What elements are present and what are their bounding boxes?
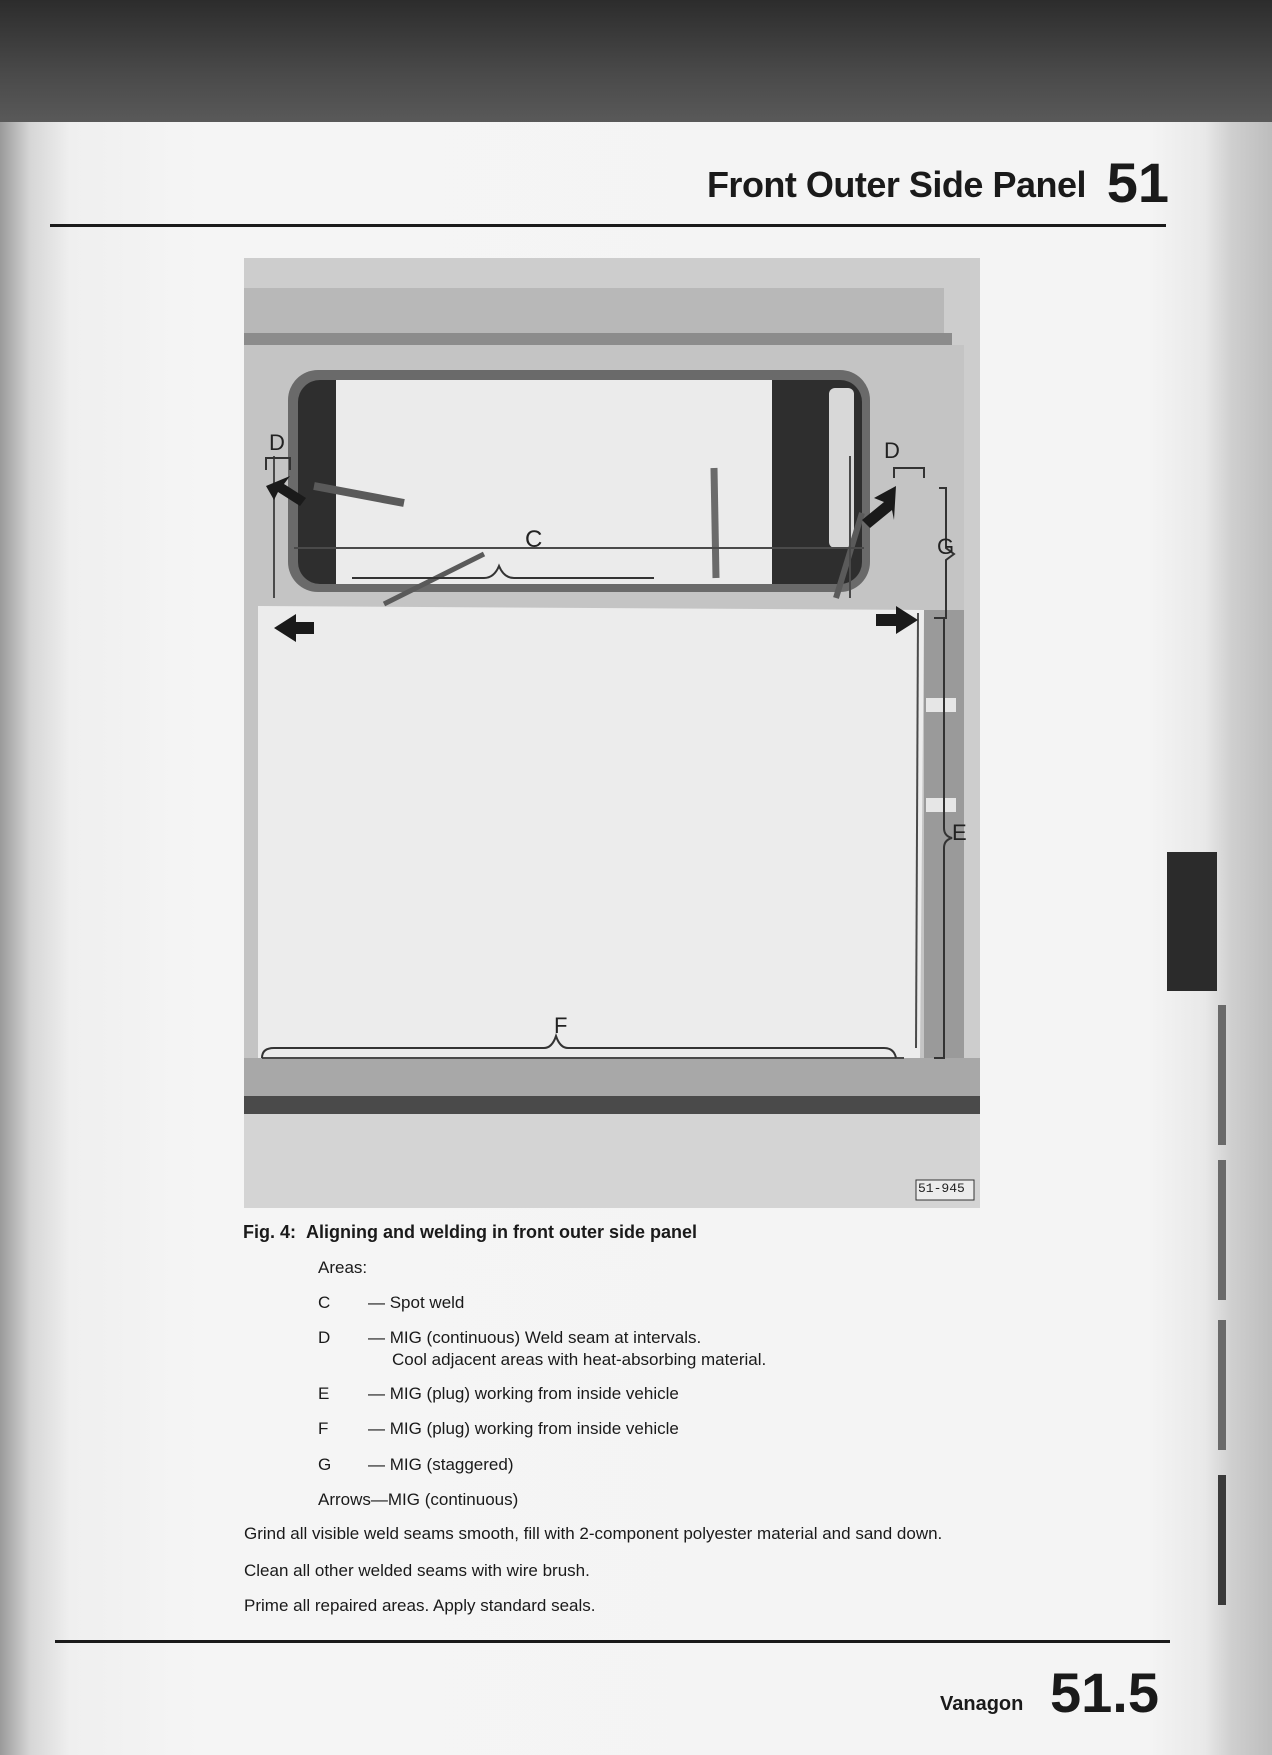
callout-e: E: [952, 820, 967, 845]
legend-desc: — MIG (staggered): [368, 1455, 514, 1474]
scan-background: [0, 0, 1272, 125]
callout-f: F: [554, 1013, 568, 1038]
legend-item: [318, 1455, 514, 1475]
header-rule: [50, 224, 1166, 227]
page-title: Front Outer Side Panel: [706, 164, 1086, 205]
figure-reference-code: 51-945: [918, 1181, 965, 1196]
legend-desc: — Spot weld: [368, 1293, 465, 1312]
legend-item: [318, 1328, 767, 1369]
legend-item: [318, 1384, 679, 1404]
legend-item: [318, 1419, 679, 1439]
page-number: 51.5: [1050, 1661, 1159, 1724]
legend-key: G: [318, 1455, 332, 1474]
instruction-paragraph: Grind all visible weld seams smooth, fill with 2-component polyester material and sand down.: [244, 1524, 943, 1543]
legend-key: E: [318, 1384, 330, 1403]
edge-mark: [1218, 1475, 1226, 1605]
legend-item: [318, 1293, 465, 1313]
callout-c: C: [525, 526, 543, 553]
figure-caption: [243, 1222, 697, 1243]
legend-key: F: [318, 1419, 329, 1438]
legend-arrows: Arrows—MIG (continuous): [318, 1490, 519, 1509]
legend-key: D: [318, 1328, 331, 1347]
legend-key: C: [318, 1293, 331, 1312]
section-tab-marker: [1167, 852, 1217, 991]
callout-d-left: D: [269, 430, 285, 455]
edge-mark: [1218, 1160, 1226, 1300]
legend-desc: — MIG (plug) working from inside vehicle: [368, 1384, 679, 1403]
instruction-paragraph: Clean all other welded seams with wire brush.: [244, 1561, 590, 1580]
figure-photo: [244, 258, 980, 1208]
figure-caption-text: Aligning and welding in front outer side panel: [306, 1222, 697, 1242]
edge-mark: [1218, 1005, 1226, 1145]
instruction-paragraph: Prime all repaired areas. Apply standard seals.: [244, 1596, 596, 1615]
footer-model: Vanagon: [940, 1693, 1024, 1715]
legend-desc: — MIG (continuous) Weld seam at intervals.: [368, 1328, 702, 1347]
legend-desc: — MIG (plug) working from inside vehicle: [368, 1419, 679, 1438]
legend-desc-continued: Cool adjacent areas with heat-absorbing material.: [392, 1350, 767, 1369]
section-number: 51: [1106, 151, 1169, 214]
edge-mark: [1218, 1320, 1226, 1450]
figure-label: Fig. 4:: [243, 1222, 296, 1242]
callout-g: G: [937, 534, 955, 559]
footer-rule: [55, 1640, 1170, 1643]
callout-d-right: D: [884, 438, 900, 463]
areas-heading: Areas:: [318, 1258, 368, 1277]
